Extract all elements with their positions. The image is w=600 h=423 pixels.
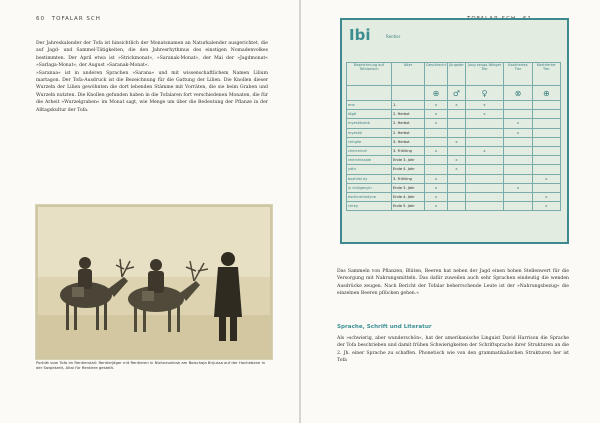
col-header-sex: Geschlecht (425, 63, 448, 86)
term-mark: x (465, 101, 503, 110)
term-mark (465, 137, 503, 146)
term-mark (532, 137, 560, 146)
table-icon-row (347, 86, 561, 101)
term-mark (532, 165, 560, 174)
term-mark: x (425, 183, 448, 192)
term-mark (532, 156, 560, 165)
term-name: ene (347, 101, 392, 110)
term-mark (425, 165, 448, 174)
term-mark (448, 128, 466, 137)
term-age: 3. Frühling (392, 174, 425, 183)
term-age: Ende 5. Jahr (392, 202, 425, 211)
castrated-symbol-icon: ⊗ (504, 86, 533, 101)
table-header-row (347, 63, 561, 86)
table-row (347, 156, 561, 165)
col-header-age: Alter (392, 63, 425, 86)
term-mark: x (465, 110, 503, 119)
term-mark (532, 110, 560, 119)
table-row (347, 128, 561, 137)
term-mark: x (504, 183, 533, 192)
term-name: cherchinaale (347, 156, 392, 165)
table-row (347, 202, 561, 211)
term-name: tögö (347, 110, 392, 119)
table-row (347, 183, 561, 192)
term-mark (465, 202, 503, 211)
left-running-head (36, 16, 101, 22)
term-age: 1. (392, 101, 425, 110)
table-row (347, 110, 561, 119)
term-mark: x (504, 128, 533, 137)
left-folio: 60 (36, 16, 45, 22)
term-mark: x (425, 110, 448, 119)
table-row (347, 165, 561, 174)
term-mark (532, 119, 560, 128)
term-mark (504, 174, 533, 183)
icon-cell-empty (347, 86, 392, 101)
term-mark: x (425, 119, 448, 128)
term-mark (504, 202, 533, 211)
term-mark (465, 128, 503, 137)
term-mark: x (425, 146, 448, 155)
table-row (347, 137, 561, 146)
term-mark (448, 192, 466, 201)
reindeer-terms-table (346, 62, 561, 211)
photo-caption: Porträt vom Tofa im Rentierstall: Rentierjäger mit Rentieren in Nizhneudinsk am Bolschaja Birjussa auf der Hochebene in der Sowjetzeit, Altai für Rentiere gestellt. (36, 360, 266, 371)
term-name: iy chiligenyin (347, 183, 392, 192)
term-mark: x (532, 174, 560, 183)
term-age: Ende 4. Jahr (392, 165, 425, 174)
term-age: Ende 3. Jahr (392, 156, 425, 165)
term-mark: x (425, 202, 448, 211)
left-page (0, 0, 299, 423)
term-mark: x (504, 119, 533, 128)
section-title: Sprache, Schrift und Literatur (337, 324, 432, 330)
term-mark (504, 137, 533, 146)
term-mark (465, 156, 503, 165)
term-mark (504, 165, 533, 174)
term-mark (448, 174, 466, 183)
card-title: Ibi (349, 26, 371, 44)
term-name: cherchindi (347, 146, 392, 155)
term-name: bozhilal ey (347, 174, 392, 183)
term-age: 3. Frühling (392, 146, 425, 155)
left-running-title: TOFALAR SCH (51, 16, 101, 22)
term-age: 2. Herbst (392, 119, 425, 128)
female-symbol-icon: ♀ (465, 86, 503, 101)
term-mark (448, 183, 466, 192)
term-mark (425, 156, 448, 165)
term-mark: x (425, 174, 448, 183)
term-age: 2. Herbst (392, 128, 425, 137)
reindeer-illustration (38, 207, 270, 357)
right-paragraph-2: Als »schwierig, aber wunderschön«, hat der amerikanische Linguist David Harrison die Sprache der Tofa beschrieben und damit frühen Schwierigkeiten der Schriftsprache ihrer Strukturen an die 2. Jh. einer Sprache zu schaffen. Phonetisch wie von den grammatikalischen Strukturen her ist Tofa (337, 336, 569, 364)
table-row (347, 174, 561, 183)
term-name: myeshk (347, 128, 392, 137)
term-mark (504, 146, 533, 155)
table-body (347, 101, 561, 211)
castrated-symbol-icon-2: ⊕ (532, 86, 560, 101)
term-mark (504, 156, 533, 165)
term-age: 3. Herbst (392, 137, 425, 146)
term-mark (504, 110, 533, 119)
term-mark: x (532, 192, 560, 201)
right-page (301, 0, 600, 423)
term-mark (448, 119, 466, 128)
table-row (347, 119, 561, 128)
term-age: Ende 4. Jahr (392, 192, 425, 201)
term-name: chrey (347, 202, 392, 211)
term-mark (448, 146, 466, 155)
term-mark: x (425, 192, 448, 201)
male-symbol-icon: ♂ (448, 86, 466, 101)
term-mark: x (532, 202, 560, 211)
col-header-youngest: Jüngster (448, 63, 466, 86)
term-name: myeshtoshk (347, 119, 392, 128)
term-mark (425, 128, 448, 137)
col-header-name: Bezeichnung auf Tofalarisch (347, 63, 392, 86)
term-mark (448, 110, 466, 119)
term-mark: x (448, 156, 466, 165)
term-mark: x (448, 137, 466, 146)
term-mark (425, 137, 448, 146)
table-row (347, 101, 561, 110)
term-mark: x (448, 101, 466, 110)
term-mark: x (465, 146, 503, 155)
card-subtitle: Rentier (386, 34, 401, 39)
col-header-castrated: Kastriertes Tier (504, 63, 533, 86)
term-name: eschinzhindyne (347, 192, 392, 201)
term-mark (465, 183, 503, 192)
reindeer-head-icon: ⊕ (425, 86, 448, 101)
term-mark (532, 101, 560, 110)
left-paragraph-2: »Saranaa« ist in anderen Sprachen »Sarana« und mit wissenschaftlichem Namen Lilium martagon. Der Tofa-Ausdruck ist die Bezeichnung für die Gattung der Lilien. Die Knollen dieser Wurzeln der Lilien gewöhnten die dort lebenden Stämme mit Vorräten, die sie beim Graben und Wurzeln nutzten. Die Knollen gefunden haben in die Tofalaren fort verschiedenen Monaten, die für die Arbeit »Wurzelgraben« im Monat sagt, wie Menge um über die Bedeutung der Pflanze in der Alltagskultur der Tofa. (36, 70, 268, 113)
term-mark (448, 202, 466, 211)
term-mark (504, 192, 533, 201)
table-row (347, 192, 561, 201)
table-row (347, 146, 561, 155)
term-mark: x (425, 101, 448, 110)
term-age: Ende 3. Jahr (392, 183, 425, 192)
term-mark (504, 101, 533, 110)
term-mark (532, 183, 560, 192)
left-paragraph-1: Der Jahreskalender der Tofa ist hinsichtlich der Monatsnamen an Naturkalender ausgerichtet, die auf Jagd- und Sammel-Tätigkeiten, die den Jahresrhythmus des einstigen Nomadenvolkes bestimmten. Der April etwa ist »Strickmonat«, »Saranak-Monat«, der Mai der »Jagdmonat« »Sarlaga-Monat«, der August »Saranak-Monat«. (36, 41, 268, 69)
icon-cell-empty-2 (392, 86, 425, 101)
term-mark (532, 146, 560, 155)
term-mark (465, 165, 503, 174)
reindeer-photo (36, 205, 272, 359)
reindeer-vocabulary-card (340, 18, 569, 244)
term-name: chirgile (347, 137, 392, 146)
term-mark (465, 119, 503, 128)
term-mark (465, 192, 503, 201)
right-paragraph-1: Das Sammeln von Pflanzen, Blüten, Beeren hat neben der Jagd einen hohen Stellenwert für die Versorgung mit Nahrungsmitteln. Das dafür zuweilen auch sehr Sprachen eindeutig die wenden Ausdrücke zeugen. Nach Bericht der Tofalar beherrschende Leute ist der »Nahrungsbezug« die einzelnen Beeren pflücken gehen.« (337, 269, 569, 297)
left-body-text (36, 40, 268, 114)
col-header-castrated-2: Kastrierter Tier (532, 63, 560, 86)
col-header-breeding: Jung zeugs-fähiger Tier (465, 63, 503, 86)
term-mark: x (448, 165, 466, 174)
term-name: ydhr (347, 165, 392, 174)
term-mark (465, 174, 503, 183)
term-age: 2. Herbst (392, 110, 425, 119)
term-mark (532, 128, 560, 137)
